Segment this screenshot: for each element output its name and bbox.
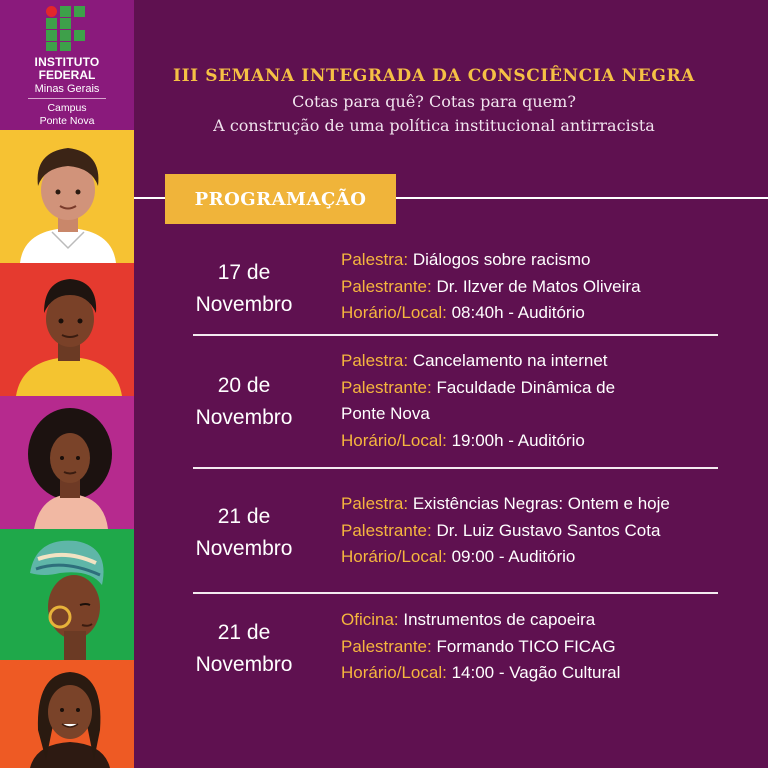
event-item [134, 348, 768, 458]
event-divider [193, 467, 718, 469]
event-type-value: Diálogos sobre racismo [412, 250, 591, 269]
event-item [134, 247, 768, 337]
event-details [341, 607, 761, 687]
event-speaker-label: Palestrante: [341, 377, 432, 397]
event-time-value: 14:00 - Vagão Cultural [451, 663, 621, 682]
event-type-label: Palestra: [341, 250, 409, 269]
event-time-value: 08:40h - Auditório [451, 303, 585, 322]
institution-logo [0, 0, 134, 130]
logo-line-3: Minas Gerais [34, 83, 100, 95]
event-speaker-label: Palestrante: [341, 520, 432, 540]
event-date-day: 21 de [217, 621, 271, 644]
event-divider [193, 334, 718, 336]
event-date [174, 617, 314, 681]
event-type-value: Cancelamento na internet [412, 351, 608, 370]
event-speaker-value: Dr. Luiz Gustavo Santos Cota [436, 520, 661, 540]
event-item [134, 607, 768, 697]
event-subtitle-1: Cotas para quê? Cotas para quem? [292, 92, 576, 111]
event-details [341, 247, 761, 327]
event-speaker-value-continued: Ponte Nova [341, 404, 430, 423]
avatar-man-dreadlocks-illustration [0, 660, 134, 768]
logo-line-4: Campus [47, 102, 87, 114]
event-time-label: Horário/Local: [341, 663, 447, 682]
event-speaker-label: Palestrante: [341, 636, 432, 656]
logo-line-5: Ponte Nova [39, 115, 95, 127]
event-type-label: Oficina: [341, 610, 399, 629]
avatar-woman-headwrap-illustration [0, 529, 134, 660]
event-date-month: Novembro [195, 653, 293, 676]
event-date-month: Novembro [195, 537, 293, 560]
logo-divider [28, 98, 106, 99]
event-time-label: Horário/Local: [341, 303, 447, 322]
event-type-label: Palestra: [341, 494, 409, 513]
event-date [174, 257, 314, 321]
event-details [341, 491, 761, 571]
avatar-man-illustration [0, 263, 134, 396]
logo-line-1: INSTITUTO [34, 55, 100, 69]
event-time-label: Horário/Local: [341, 547, 447, 566]
section-label: PROGRAMAÇÃO [165, 174, 396, 224]
event-title: III SEMANA INTEGRADA DA CONSCIÊNCIA NEGRA [173, 66, 695, 86]
event-time-value: 09:00 - Auditório [451, 547, 576, 566]
event-time-value: 19:00h - Auditório [451, 430, 585, 450]
event-date-day: 21 de [217, 505, 271, 528]
logo-line-2: FEDERAL [38, 68, 96, 82]
event-date-month: Novembro [195, 293, 293, 316]
event-date-day: 20 de [217, 374, 271, 397]
event-details [341, 348, 761, 454]
event-type-label: Palestra: [341, 351, 409, 370]
event-subtitle-2: A construção de uma política institucional antirracista [213, 116, 655, 135]
event-time-label: Horário/Local: [341, 430, 447, 450]
event-speaker-value: Dr. Ilzver de Matos Oliveira [436, 276, 641, 296]
event-type-value: Instrumentos de capoeira [403, 610, 596, 629]
event-speaker-value: Faculdade Dinâmica de [436, 377, 616, 397]
event-date [174, 501, 314, 565]
event-type-value: Existências Negras: Ontem e hoje [412, 494, 670, 513]
event-date-day: 17 de [217, 261, 271, 284]
avatar-boy-illustration [0, 130, 134, 263]
avatar-woman-curly-illustration [0, 396, 134, 529]
event-divider [193, 592, 718, 594]
event-date [174, 370, 314, 434]
if-logo-grid-icon [46, 6, 88, 52]
event-speaker-value: Formando TICO FICAG [436, 636, 616, 656]
event-speaker-label: Palestrante: [341, 276, 432, 296]
event-item [134, 491, 768, 581]
event-date-month: Novembro [195, 406, 293, 429]
